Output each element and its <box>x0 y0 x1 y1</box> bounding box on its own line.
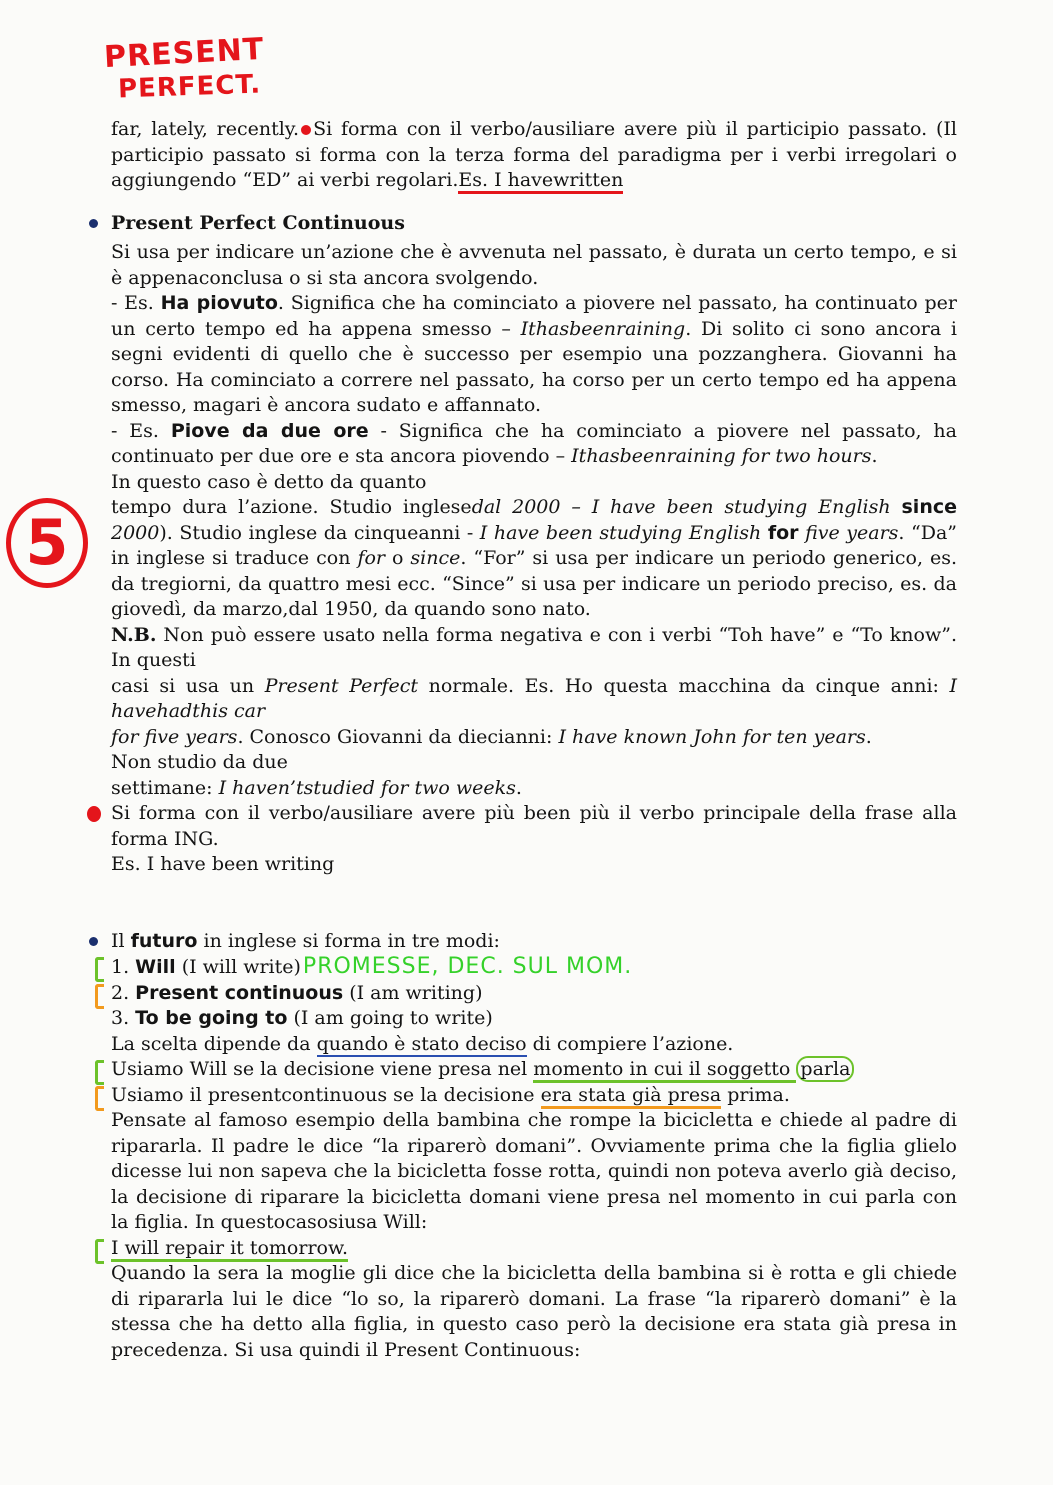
nota-bene-line2: casi si usa un Present Perfect normale. Es. Ho questa macchina da cinque anni: I havehadthis car <box>111 674 958 722</box>
future-item-will: 1. Will (I will write)PROMESSE, DEC. SUL MOM. <box>111 954 957 981</box>
nota-bene-line3: for five years. Conosco Giovanni da diecianni: I have known John for ten years. <box>111 725 872 748</box>
section-heading-continuous: Present Perfect Continuous <box>111 211 957 237</box>
future-item-present-continuous: 2. Present continuous (I am writing) <box>111 981 957 1007</box>
green-bracket-mark <box>95 1060 104 1085</box>
since-for-paragraph: tempo dura l’azione. Studio inglesedal 2000 – I have been studying English since 2000). Studio inglese da cinqueanni - I have been studying English for five years. “Da” in inglese si traduce con for o since. “For” si usa per indicare un periodo generico, es. da tregiorni, da quattro mesi ecc. “Since” si usa per indicare un periodo preciso, es. da giovedì, da marzo,dal 1950, da quando sono nato. <box>111 496 958 620</box>
green-bracket-mark <box>95 957 104 982</box>
future-choice: La scelta dipende da quando è stato deciso di compiere l’azione. <box>111 1032 734 1055</box>
future-pc-rule: Usiamo il presentcontinuous se la decisione era stata già presa prima. <box>111 1083 957 1109</box>
bullet-icon <box>89 937 98 946</box>
continuous-definition: Si usa per indicare un’azione che è avvenuta nel passato, è durata un certo tempo, e si è appenaconclusa o si sta ancora svolgendo. <box>111 241 957 289</box>
story-bicycle: Pensate al famoso esempio della bambina che rompe la bicicletta e chiede al padre di ripararla. Il padre le dice “la riparerò domani”. Ovviamente prima che la figlia glielo dicesse lui non sapeva che la bicicletta fosse rotta, quindi non poteva averlo già deciso, la decisione di riparare la bicicletta domani viene presa nel momento in cui parla con la figlia. In questocasosiusa Will: <box>111 1109 957 1233</box>
nota-bene-line4: Non studio da due <box>111 751 288 773</box>
orange-bracket-mark <box>95 1086 104 1111</box>
blue-underlined-text: quando è stato deciso <box>316 1032 527 1055</box>
nota-bene-line5: settimane: I haven’tstudied for two weeks. <box>111 776 522 799</box>
orange-bracket-mark <box>95 984 104 1009</box>
bullet-icon <box>89 219 98 228</box>
red-dot-icon <box>301 125 311 135</box>
document-body <box>111 117 957 1363</box>
continuous-example: Es. I have been writing <box>111 853 335 875</box>
orange-underlined-text: era stata già presa <box>541 1084 722 1109</box>
handwritten-title-present: PRESENT <box>103 31 266 76</box>
green-circled-word: parla <box>796 1056 854 1082</box>
green-bracket-mark <box>95 1239 104 1264</box>
continuous-formation: Si forma con il verbo/ausiliare avere più been più il verbo principale della frase alla forma ING. <box>111 801 957 852</box>
red-dot-icon <box>87 806 101 822</box>
underlined-example: Es. I havewritten <box>458 169 623 194</box>
story-wife: Quando la sera la moglie gli dice che la bicicletta della bambina si è rotta e gli chiede di ripararla lui le dice “lo so, la riparerò domani. La frase “la riparerò domani” è la stessa che ha detto alla figlia, in questo caso però la decisione era stata già presa in precedenza. Si usa quindi il Present Continuous: <box>111 1262 957 1361</box>
future-item-going-to: 3. To be going to (I am going to write) <box>111 1007 493 1029</box>
handwritten-title-perfect: PERFECT. <box>117 69 262 105</box>
line-da-quanto: In questo caso è detto da quanto <box>111 470 427 493</box>
example-piove-da-due-ore: - Es. Piove da due ore - Significa che ha cominciato a piovere nel passato, ha continuato per due ore e sta ancora piovendo – Ithasbeenraining for two hours. <box>111 419 957 467</box>
green-underlined-text: momento in cui il soggetto <box>533 1058 796 1083</box>
nb-label: N.B. <box>111 623 157 646</box>
example-ha-piovuto: - Es. Ha piovuto. Significa che ha cominciato a piovere nel passato, ha continuato per un certo tempo ed ha appena smesso – Ithasbeenraining. Di solito ci sono ancora i segni evidenti di quello che è successo per esempio una pozzanghera. Giovanni ha corso. Ha cominciato a correre nel passato, ha corso per un certo tempo ed ha appena smesso, magari è ancora sudato e affannato. <box>111 292 957 416</box>
intro-paragraph: far, lately, recently. Si forma con il verbo/ausiliare avere più il participio passato. (Il participio passato si forma con la terza forma del paradigma per i verbi irregolari o aggiungendo “ED” ai verbi regolari.Es. I havewritten <box>111 117 957 194</box>
green-handwritten-note: PROMESSE, DEC. SUL MOM. <box>302 954 633 979</box>
nota-bene-paragraph: N.B. Non può essere usato nella forma negativa e con i verbi “Toh have” e “To know”. In questi <box>111 623 957 671</box>
future-will-rule: Usiamo Will se la decisione viene presa nel momento in cui il soggetto parla <box>111 1057 957 1083</box>
future-intro: Il futuro in inglese si forma in tre modi: <box>111 929 957 955</box>
circled-number-annotation: 5 <box>6 498 88 588</box>
example-will-repair: I will repair it tomorrow. <box>111 1236 957 1262</box>
